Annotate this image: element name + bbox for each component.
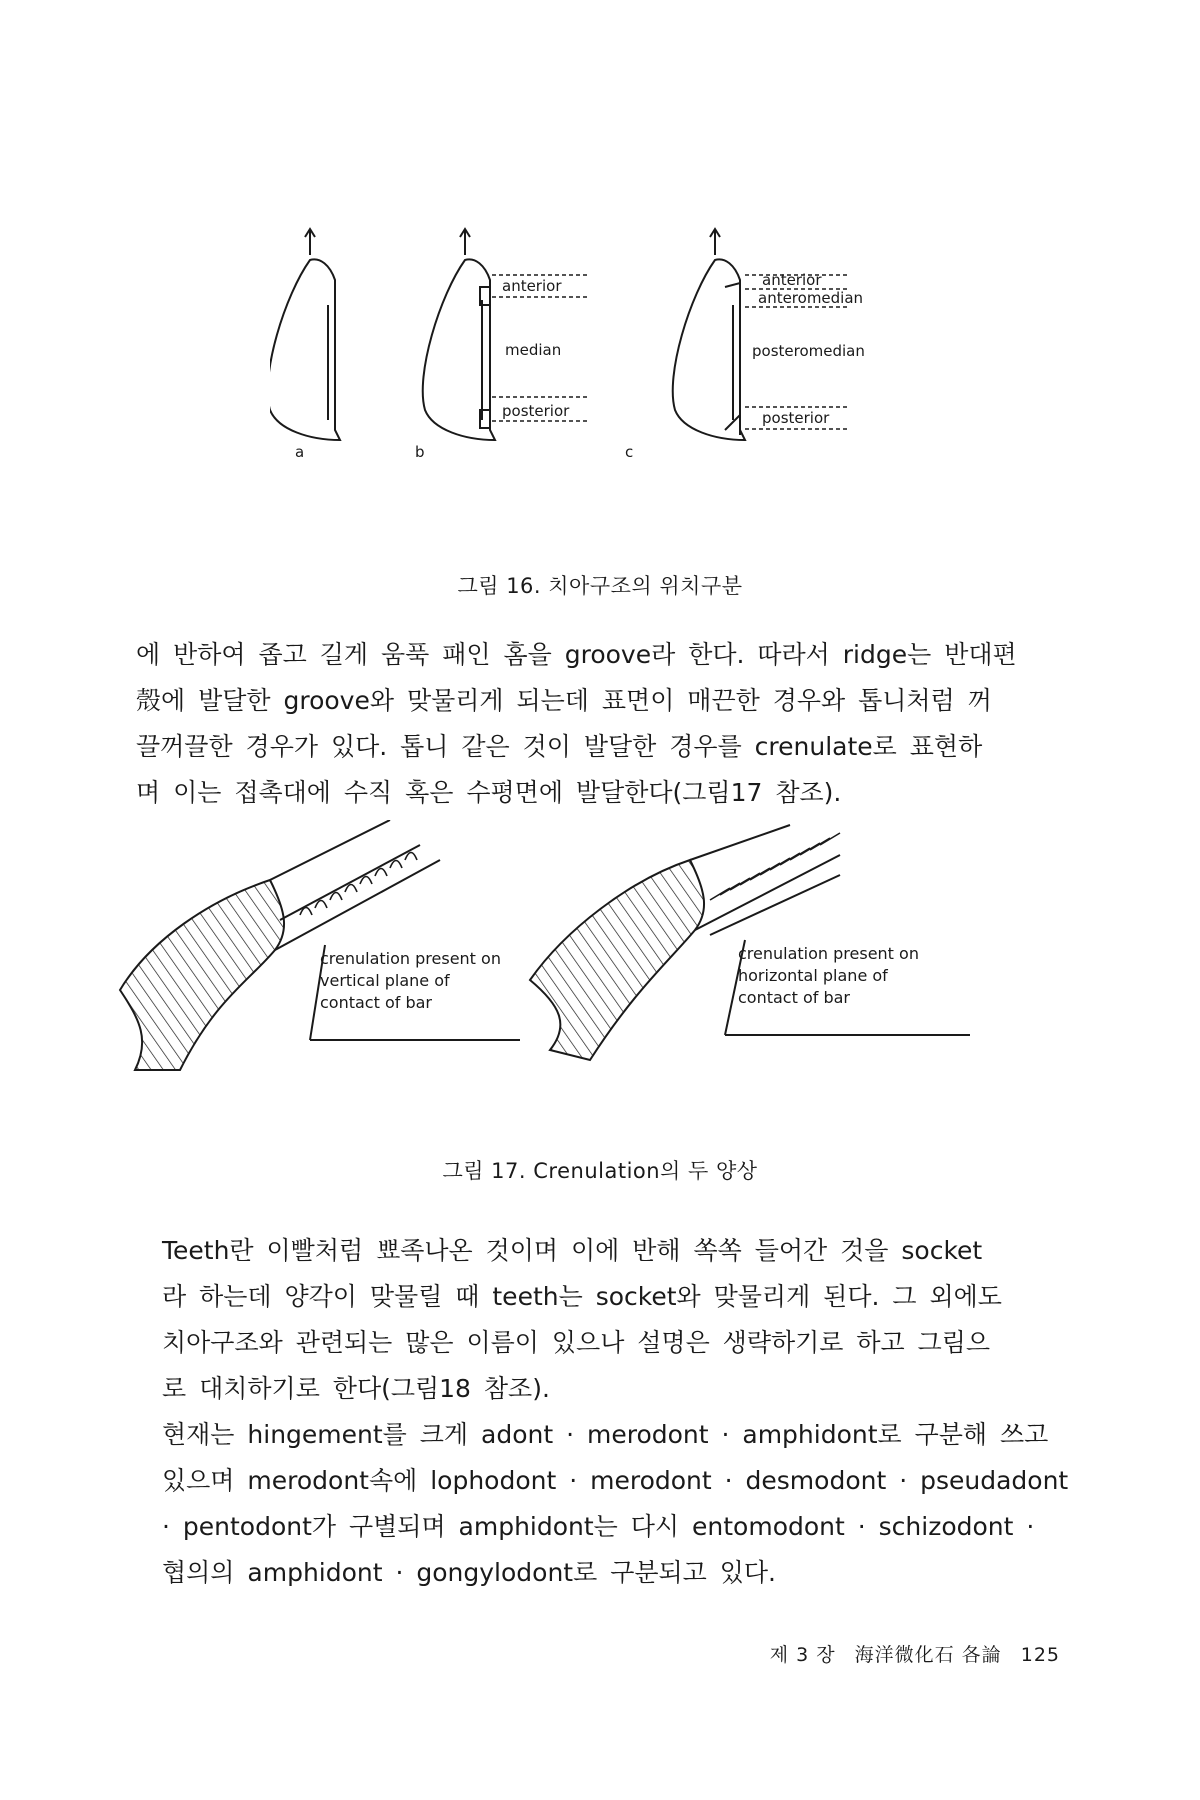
text-line: 로 대치하기로 한다(그림18 참조). — [162, 1374, 550, 1403]
paragraph-hingement — [136, 1412, 1069, 1596]
crenulation-vertical-specimen — [120, 820, 520, 1070]
shell-outline-c — [673, 259, 745, 440]
figure-16-hinge-diagram — [270, 225, 950, 545]
arrow-up-icon — [305, 229, 315, 255]
text-line: 라 하는데 양각이 맞물릴 때 teeth는 socket와 맞물리게 된다. 그 외에도 — [162, 1282, 1002, 1311]
paragraph-teeth-socket — [136, 1228, 1066, 1412]
arrow-up-icon — [460, 229, 470, 255]
label-c-anterior: anterior — [762, 271, 822, 289]
left-label-line: contact of bar — [320, 993, 433, 1012]
text-line: 殼에 발달한 groove와 맞물리게 되는데 표면이 매끈한 경우와 톱니처럼 꺼 — [136, 686, 992, 715]
figure-16-caption: 그림 16. 치아구조의 위치구분 — [457, 574, 743, 598]
right-label-line: horizontal plane of — [738, 966, 888, 985]
shell-outline-a — [270, 259, 340, 440]
label-c-posteromedian: posteromedian — [752, 342, 865, 360]
figure-17-crenulation-diagram — [110, 820, 1090, 1110]
panel-letter-c: c — [625, 443, 634, 461]
label-c-posterior: posterior — [762, 409, 830, 427]
text-line: · pentodont가 구별되며 amphidont는 다시 entomodont · schizodont · — [162, 1512, 1035, 1541]
text-line: 에 반하여 좁고 길게 움푹 패인 홈을 groove라 한다. 따라서 ridge는 반대편 — [136, 640, 1017, 669]
right-label-line: contact of bar — [738, 988, 851, 1007]
chapter-label: 제 3 장 — [769, 1644, 836, 1666]
panel-letter-b: b — [415, 443, 425, 461]
paragraph-ridge-groove — [136, 632, 1066, 816]
text-line: Teeth란 이빨처럼 뾰족나온 것이며 이에 반해 쏙쏙 들어간 것을 socket — [162, 1236, 983, 1265]
left-label-line: crenulation present on — [320, 949, 501, 968]
text-line: 있으며 merodont속에 lophodont · merodont · desmodont · pseudadont — [162, 1466, 1069, 1495]
page-number: 125 — [1020, 1644, 1060, 1666]
text-line: 협의의 amphidont · gongylodont로 구분되고 있다. — [162, 1558, 776, 1587]
crenulation-horizontal-specimen — [530, 825, 970, 1060]
page-footer — [758, 1640, 1060, 1667]
label-b-posterior: posterior — [502, 402, 570, 420]
text-line: 현재는 hingement를 크게 adont · merodont · amphidont로 구분해 쓰고 — [162, 1420, 1049, 1449]
arrow-up-icon — [710, 229, 720, 255]
figure-17-caption: 그림 17. Crenulation의 두 양상 — [442, 1159, 758, 1183]
text-line: 며 이는 접촉대에 수직 혹은 수평면에 발달한다(그림17 참조). — [136, 778, 842, 807]
left-label-line: vertical plane of — [320, 971, 450, 990]
label-c-anteromedian: anteromedian — [758, 289, 864, 307]
label-b-median: median — [505, 341, 562, 359]
chapter-title: 海洋微化石 各論 — [854, 1644, 1002, 1666]
label-b-anterior: anterior — [502, 277, 562, 295]
text-line: 끌꺼끌한 경우가 있다. 톱니 같은 것이 발달한 경우를 crenulate로 표현하 — [136, 732, 983, 761]
text-line: 치아구조와 관련되는 많은 이름이 있으나 설명은 생략하기로 하고 그림으 — [162, 1328, 991, 1357]
panel-letter-a: a — [295, 443, 305, 461]
right-label-line: crenulation present on — [738, 944, 919, 963]
